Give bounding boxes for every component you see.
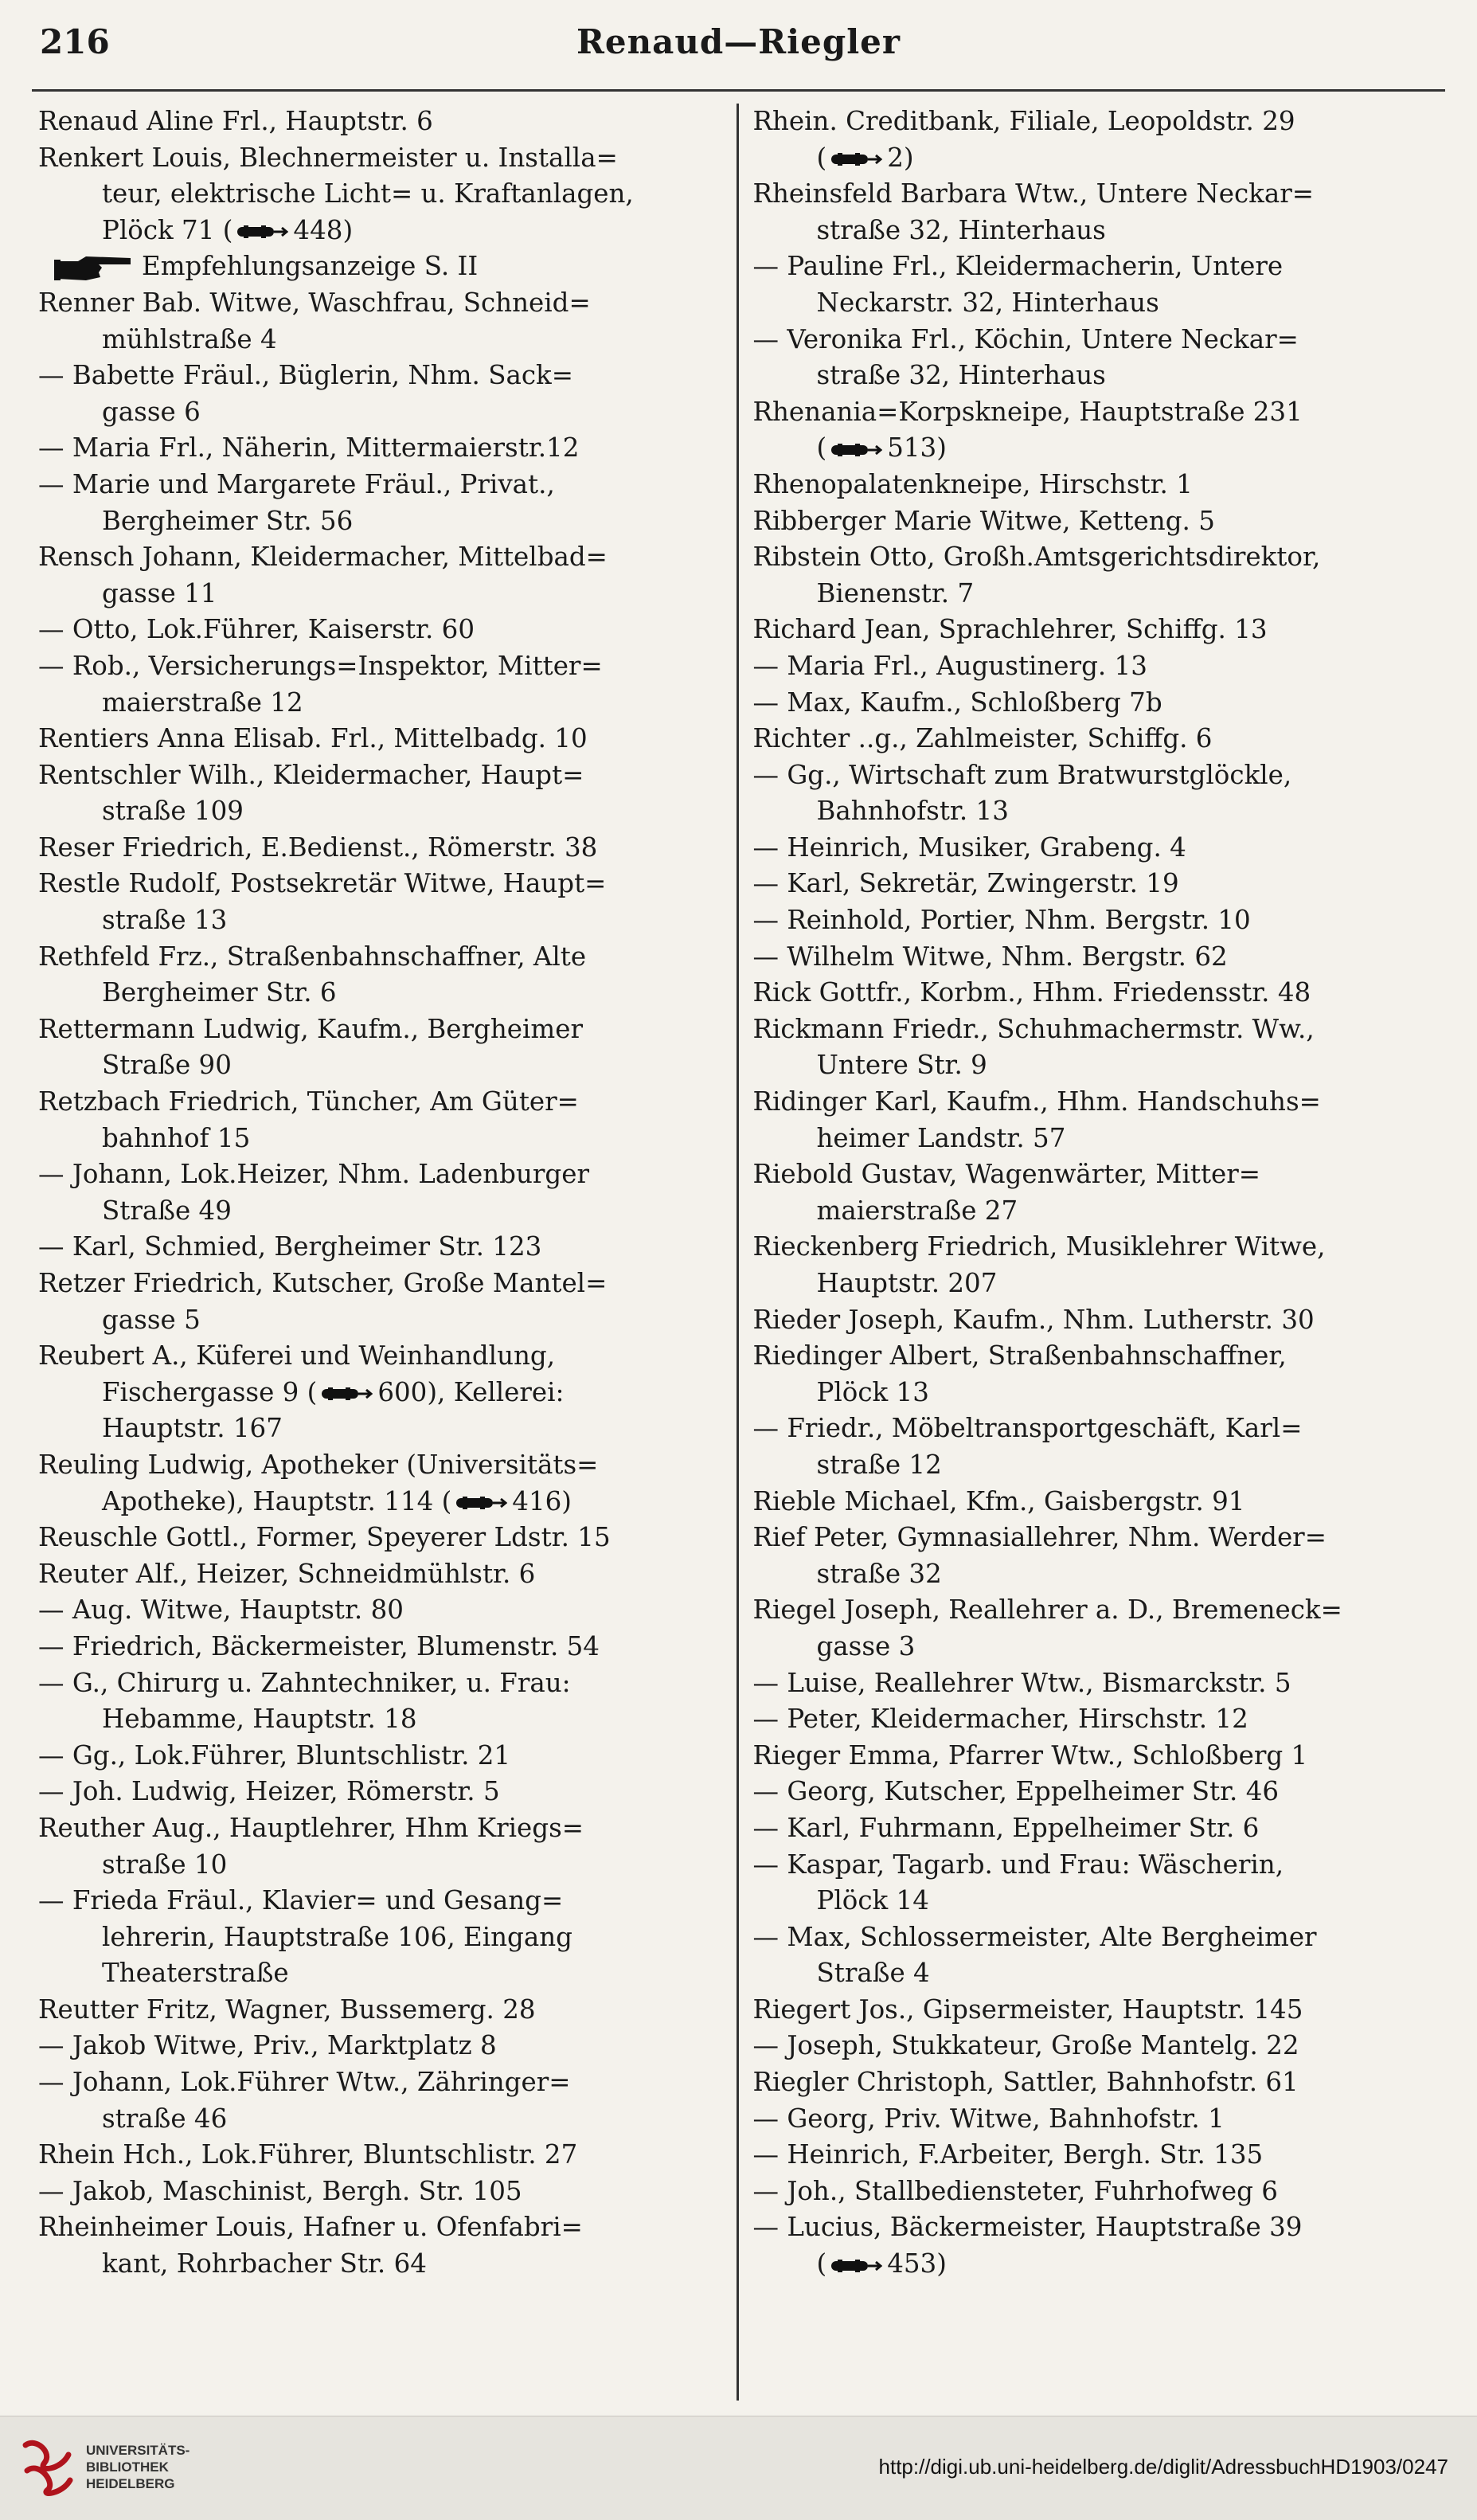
directory-entry-line bbox=[38, 1302, 725, 1339]
directory-entry-line bbox=[38, 757, 725, 794]
telephone-icon bbox=[830, 151, 882, 168]
entry-text: Rensch Johann, Kleidermacher, Mittelbad= bbox=[38, 542, 608, 573]
directory-entry-line bbox=[753, 612, 1435, 648]
directory-entry-line bbox=[753, 975, 1435, 1012]
entry-text: — Wilhelm Witwe, Nhm. Bergstr. 62 bbox=[752, 941, 1228, 972]
phone-number: 2) bbox=[887, 142, 914, 173]
directory-entry-line bbox=[753, 1847, 1435, 1884]
university-library-logo bbox=[21, 2439, 76, 2496]
directory-entry-line bbox=[753, 2137, 1435, 2174]
directory-entry-line bbox=[38, 1156, 725, 1193]
entry-text: — Frieda Fräul., Klavier= und Gesang= bbox=[38, 1885, 564, 1916]
directory-entry-line bbox=[38, 2101, 725, 2138]
directory-entry-line bbox=[38, 1992, 725, 2029]
directory-entry-line bbox=[38, 1411, 725, 1447]
directory-entry-line bbox=[753, 1738, 1435, 1775]
telephone-icon bbox=[320, 1385, 373, 1403]
entry-text: Riegel Joseph, Reallehrer a. D., Bremeneck= bbox=[752, 1595, 1342, 1626]
entry-text: — Jakob, Maschinist, Bergh. Str. 105 bbox=[38, 2175, 522, 2206]
directory-entry-line bbox=[753, 1047, 1435, 1084]
entry-text: ( bbox=[816, 2248, 827, 2279]
directory-entry-line bbox=[753, 104, 1435, 140]
directory-entry-line bbox=[753, 1592, 1435, 1629]
entry-text: — Kaspar, Tagarb. und Frau: Wäscherin, bbox=[752, 1849, 1284, 1880]
entry-text: Riegler Christoph, Sattler, Bahnhofstr. 61 bbox=[752, 2067, 1299, 2098]
directory-entry-line bbox=[753, 1266, 1435, 1302]
entry-text: straße 10 bbox=[102, 1849, 228, 1880]
directory-entry-line bbox=[753, 394, 1435, 431]
entry-text: Hebamme, Hauptstr. 18 bbox=[102, 1704, 417, 1735]
directory-entry-line bbox=[753, 1919, 1435, 1956]
entry-text: Straße 90 bbox=[102, 1050, 232, 1081]
directory-entry-line bbox=[38, 503, 725, 540]
directory-entry-line bbox=[753, 248, 1435, 285]
directory-entry-line bbox=[38, 1629, 725, 1665]
directory-entry-line bbox=[753, 1556, 1435, 1593]
directory-entry-line bbox=[753, 140, 1435, 177]
footer bbox=[0, 2416, 1477, 2520]
entry-text: — Max, Schlossermeister, Alte Bergheimer bbox=[752, 1921, 1317, 1952]
entry-text: straße 109 bbox=[102, 796, 244, 827]
directory-entry-line bbox=[38, 322, 725, 358]
entry-text: Renaud Aline Frl., Hauptstr. 6 bbox=[38, 106, 433, 136]
entry-text: — Georg, Priv. Witwe, Bahnhofstr. 1 bbox=[752, 2103, 1225, 2134]
entry-text: Rettermann Ludwig, Kaufm., Bergheimer bbox=[38, 1013, 584, 1044]
entry-text: Rentiers Anna Elisab. Frl., Mittelbadg. 10 bbox=[38, 723, 588, 754]
entry-text: Riebold Gustav, Wagenwärter, Mitter= bbox=[752, 1159, 1261, 1190]
entry-text: — Peter, Kleidermacher, Hirschstr. 12 bbox=[752, 1704, 1248, 1735]
directory-entry-line bbox=[753, 1447, 1435, 1484]
phone-number: 513) bbox=[887, 432, 947, 464]
entry-text: — Johann, Lok.Führer Wtw., Zähringer= bbox=[38, 2067, 571, 2098]
telephone-icon bbox=[830, 441, 882, 459]
directory-entry-line bbox=[38, 1738, 725, 1775]
directory-entry-line bbox=[38, 430, 725, 467]
directory-entry-line bbox=[38, 2137, 725, 2174]
directory-entry-line bbox=[753, 1302, 1435, 1339]
directory-entry-line bbox=[38, 1484, 725, 1520]
directory-entry-line bbox=[38, 2174, 725, 2210]
telephone-icon bbox=[455, 1494, 507, 1512]
entry-text: Rheinheimer Louis, Hafner u. Ofenfabri= bbox=[38, 2212, 583, 2243]
phone-number: 600), Kellerei: bbox=[377, 1376, 565, 1407]
entry-text: kant, Rohrbacher Str. 64 bbox=[102, 2248, 427, 2279]
entry-text: maierstraße 27 bbox=[816, 1195, 1018, 1226]
entry-text: — Karl, Fuhrmann, Eppelheimer Str. 6 bbox=[752, 1812, 1260, 1843]
library-name-line-1: UNIVERSITÄTS- bbox=[86, 2443, 190, 2458]
entry-text: straße 32, Hinterhaus bbox=[816, 360, 1106, 391]
entry-text: — Rob., Versicherungs=Inspektor, Mitter= bbox=[38, 650, 603, 681]
entry-text: — Gg., Lok.Führer, Bluntschlistr. 21 bbox=[38, 1739, 511, 1771]
entry-text: — Joseph, Stukkateur, Große Mantelg. 22 bbox=[752, 2030, 1299, 2061]
entry-text: Rieger Emma, Pfarrer Wtw., Schloßberg 1 bbox=[752, 1739, 1308, 1771]
left-column bbox=[32, 104, 739, 2401]
directory-entry-line bbox=[753, 2209, 1435, 2246]
directory-entry-line bbox=[753, 176, 1435, 213]
entry-text: — Friedr., Möbeltransportgeschäft, Karl= bbox=[752, 1413, 1303, 1444]
entry-text: Straße 49 bbox=[102, 1195, 232, 1226]
directory-entry-line bbox=[38, 975, 725, 1012]
directory-entry-line bbox=[753, 539, 1435, 576]
entry-text: — Joh., Stallbedienstеter, Fuhrhofweg 6 bbox=[752, 2175, 1278, 2206]
directory-entry-line bbox=[38, 830, 725, 867]
directory-entry-line bbox=[38, 539, 725, 576]
directory-entry-line bbox=[753, 1810, 1435, 1847]
entry-text: teur, elektrische Licht= u. Kraftanlagen, bbox=[102, 178, 634, 209]
entry-text: — Otto, Lok.Führer, Kaiserstr. 60 bbox=[38, 614, 475, 645]
entry-text: Reutter Fritz, Wagner, Bussemerg. 28 bbox=[38, 1994, 536, 2025]
entry-text: straße 32 bbox=[816, 1558, 942, 1589]
entry-text: Ribberger Marie Witwe, Ketteng. 5 bbox=[752, 505, 1215, 536]
directory-entry-line bbox=[753, 1992, 1435, 2029]
telephone-icon bbox=[830, 2257, 882, 2275]
entry-text: straße 13 bbox=[102, 905, 228, 936]
entry-text: Ridinger Karl, Kaufm., Hhm. Handschuhs= bbox=[752, 1086, 1321, 1117]
entry-text: Riedinger Albert, Straßenbahnschaffner, bbox=[752, 1340, 1287, 1372]
entry-text: Rhein Hch., Lok.Führer, Bluntschlistr. 27 bbox=[38, 2139, 578, 2170]
entry-text: — Gg., Wirtschaft zum Bratwurstglöckle, bbox=[752, 759, 1292, 790]
directory-entry-line bbox=[38, 1665, 725, 1702]
entry-text: — G., Chirurg u. Zahntechniker, u. Frau: bbox=[38, 1667, 571, 1698]
directory-entry-line bbox=[38, 902, 725, 939]
directory-entry-line bbox=[753, 576, 1435, 612]
phone-number: 416) bbox=[512, 1485, 572, 1516]
entry-text: — Karl, Schmied, Bergheimer Str. 123 bbox=[38, 1231, 542, 1262]
entry-text: gasse 11 bbox=[102, 577, 217, 608]
entry-text: Rhenopalatenkneipe, Hirschstr. 1 bbox=[752, 468, 1193, 499]
entry-text: Rief Peter, Gymnasiallehrer, Nhm. Werder= bbox=[752, 1522, 1327, 1553]
entry-text: — Maria Frl., Augustinerg. 13 bbox=[752, 650, 1147, 681]
entry-text: Rickmann Friedr., Schuhmachermstr. Ww., bbox=[752, 1013, 1315, 1044]
directory-entry-line bbox=[753, 1629, 1435, 1665]
directory-entry-line bbox=[753, 2064, 1435, 2101]
entry-text: — Johann, Lok.Heizer, Nhm. Ladenburger bbox=[38, 1159, 590, 1190]
entry-text: — Jakob Witwe, Priv., Marktplatz 8 bbox=[38, 2030, 497, 2061]
directory-entry-line bbox=[38, 140, 725, 177]
directory-entry-line bbox=[38, 612, 725, 648]
entry-text: — Georg, Kutscher, Eppelheimer Str. 46 bbox=[752, 1776, 1280, 1807]
entry-text: — Lucius, Bäckermeister, Hauptstraße 39 bbox=[752, 2212, 1303, 2243]
directory-entry-line bbox=[38, 648, 725, 685]
entry-text: Rentschler Wilh., Kleidermacher, Haupt= bbox=[38, 759, 584, 790]
directory-entry-line bbox=[38, 176, 725, 213]
entry-text: Retzbach Friedrich, Tüncher, Am Güter= bbox=[38, 1086, 579, 1117]
directory-entry-line bbox=[38, 721, 725, 757]
entry-text: mühlstraße 4 bbox=[102, 323, 277, 354]
directory-entry-line bbox=[38, 939, 725, 976]
entry-text: straße 32, Hinterhaus bbox=[816, 214, 1106, 245]
entry-text: Plöck 71 ( bbox=[102, 214, 233, 245]
entry-text: Plöck 13 bbox=[816, 1376, 929, 1407]
entry-text: gasse 5 bbox=[102, 1304, 201, 1335]
directory-entry-line bbox=[38, 104, 725, 140]
directory-entry-line bbox=[38, 793, 725, 830]
entry-text: Apotheke), Hauptstr. 114 ( bbox=[102, 1485, 452, 1516]
entry-text: — Babette Fräul., Büglerin, Nhm. Sack= bbox=[38, 360, 573, 391]
directory-entry-line bbox=[753, 1156, 1435, 1193]
entry-text: — Karl, Sekretär, Zwingerstr. 19 bbox=[752, 868, 1179, 899]
directory-entry-line bbox=[38, 1810, 725, 1847]
directory-entry-line bbox=[753, 2246, 1435, 2283]
entry-text: straße 12 bbox=[816, 1449, 942, 1480]
directory-entry-line bbox=[38, 1701, 725, 1738]
entry-text: — Max, Kaufm., Schloßberg 7b bbox=[752, 687, 1162, 718]
directory-entry-line bbox=[753, 1375, 1435, 1411]
directory-entry-line bbox=[753, 757, 1435, 794]
directory-entry-line bbox=[38, 1556, 725, 1593]
entry-text: Empfehlungsanzeige S. II bbox=[142, 251, 479, 282]
directory-entry-line bbox=[753, 213, 1435, 249]
entry-text: Ribstein Otto, Großh.Amtsgerichtsdirektor, bbox=[752, 542, 1321, 573]
entry-text: ( bbox=[816, 432, 827, 464]
directory-entry-line bbox=[38, 394, 725, 431]
telephone-icon bbox=[236, 223, 288, 241]
entry-text: — Veronika Frl., Köchin, Untere Neckar= bbox=[752, 323, 1299, 354]
entry-text: — Friedrich, Bäckermeister, Blumenstr. 54 bbox=[38, 1630, 600, 1661]
entry-text: Neckarstr. 32, Hinterhaus bbox=[816, 287, 1159, 318]
directory-entry-line bbox=[753, 866, 1435, 902]
entry-text: Fischergasse 9 ( bbox=[102, 1376, 318, 1407]
directory-entry-line bbox=[753, 1121, 1435, 1157]
entry-text: Bienenstr. 7 bbox=[816, 577, 975, 608]
entry-text: ( bbox=[816, 142, 827, 173]
pointing-hand-icon bbox=[54, 255, 134, 282]
directory-entry-line bbox=[38, 1338, 725, 1375]
entry-text: Plöck 14 bbox=[816, 1885, 929, 1916]
entry-text: Rethfeld Frz., Straßenbahnschaffner, Alte bbox=[38, 941, 587, 972]
directory-entry-line bbox=[753, 721, 1435, 757]
directory-entry-line bbox=[753, 285, 1435, 322]
directory-entry-line bbox=[753, 793, 1435, 830]
entry-text: Theaterstraße bbox=[102, 1958, 289, 1989]
directory-entry-line bbox=[38, 285, 725, 322]
entry-text: — Maria Frl., Näherin, Mittermaierstr.12 bbox=[38, 432, 580, 464]
directory-entry-line bbox=[38, 1229, 725, 1266]
library-name-line-2: BIBLIOTHEK bbox=[86, 2459, 169, 2475]
entry-text: Restle Rudolf, Postsekretär Witwe, Haupt= bbox=[38, 868, 607, 899]
directory-entry-line bbox=[753, 902, 1435, 939]
directory-entry-line bbox=[753, 1520, 1435, 1556]
directory-entry-line bbox=[753, 1701, 1435, 1738]
entry-text: — Marie und Margarete Fräul., Privat., bbox=[38, 468, 555, 499]
entry-text: Rhenania=Korpskneipe, Hauptstraße 231 bbox=[752, 396, 1303, 427]
entry-text: straße 46 bbox=[102, 2103, 228, 2134]
entry-text: Reuling Ludwig, Apotheker (Universitäts= bbox=[38, 1449, 599, 1480]
entry-text: Renkert Louis, Blechnermeister u. Installa= bbox=[38, 142, 618, 173]
directory-entry-line bbox=[38, 2209, 725, 2246]
directory-entry-line bbox=[753, 1012, 1435, 1048]
directory-entry-line bbox=[753, 467, 1435, 503]
directory-entry-line bbox=[753, 2174, 1435, 2210]
directory-columns bbox=[32, 104, 1445, 2401]
directory-entry-line bbox=[38, 685, 725, 722]
entry-text: Richard Jean, Sprachlehrer, Schiffg. 13 bbox=[752, 614, 1268, 645]
entry-text: Bergheimer Str. 56 bbox=[102, 505, 354, 536]
entry-text: — Luise, Reallehrer Wtw., Bismarckstr. 5 bbox=[752, 1667, 1291, 1698]
library-name bbox=[86, 2442, 190, 2492]
entry-text: — Heinrich, F.Arbeiter, Bergh. Str. 135 bbox=[752, 2139, 1264, 2170]
directory-entry-line bbox=[753, 1193, 1435, 1230]
directory-entry-line bbox=[753, 685, 1435, 722]
entry-text: Rhein. Creditbank, Filiale, Leopoldstr. 29 bbox=[752, 106, 1295, 136]
directory-entry-line bbox=[753, 1774, 1435, 1810]
directory-entry-line bbox=[753, 503, 1435, 540]
entry-text: bahnhof 15 bbox=[102, 1122, 251, 1153]
directory-entry-line bbox=[38, 576, 725, 612]
directory-entry-line bbox=[38, 1919, 725, 1956]
entry-text: heimer Landstr. 57 bbox=[816, 1122, 1066, 1153]
entry-text: gasse 3 bbox=[816, 1630, 916, 1661]
entry-text: Hauptstr. 167 bbox=[102, 1413, 283, 1444]
entry-text: Reuschle Gottl., Former, Speyerer Ldstr. 15 bbox=[38, 1522, 611, 1553]
directory-entry-line bbox=[38, 1375, 725, 1411]
directory-entry-line bbox=[753, 1484, 1435, 1520]
directory-entry-line bbox=[38, 1193, 725, 1230]
entry-text: Rick Gottfr., Korbm., Hhm. Friedensstr. 48 bbox=[752, 977, 1311, 1008]
directory-entry-line bbox=[38, 1592, 725, 1629]
entry-text: Retzer Friedrich, Kutscher, Große Mantel= bbox=[38, 1268, 608, 1298]
header-rule bbox=[32, 89, 1445, 92]
directory-entry-line bbox=[753, 1411, 1435, 1447]
directory-entry-line bbox=[38, 213, 725, 249]
entry-text: Hauptstr. 207 bbox=[816, 1268, 998, 1298]
directory-entry-line bbox=[38, 248, 725, 285]
page-number: 216 bbox=[40, 22, 110, 61]
entry-text: gasse 6 bbox=[102, 396, 201, 427]
directory-entry-line bbox=[38, 1121, 725, 1157]
directory-entry-line bbox=[38, 1520, 725, 1556]
directory-entry-line bbox=[38, 2028, 725, 2064]
page-header bbox=[32, 14, 1445, 70]
directory-entry-line bbox=[38, 1847, 725, 1884]
entry-text: Reubert A., Küferei und Weinhandlung, bbox=[38, 1340, 556, 1372]
source-url[interactable]: http://digi.ub.uni-heidelberg.de/diglit/AdressbuchHD1903/0247 bbox=[878, 2455, 1448, 2479]
directory-entry-line bbox=[753, 2028, 1435, 2064]
directory-entry-line bbox=[38, 866, 725, 902]
entry-text: Rheinsfeld Barbara Wtw., Untere Neckar= bbox=[752, 178, 1314, 209]
directory-entry-line bbox=[38, 1012, 725, 1048]
directory-entry-line bbox=[38, 1266, 725, 1302]
entry-text: Renner Bab. Witwe, Waschfrau, Schneid= bbox=[38, 287, 591, 318]
directory-entry-line bbox=[38, 1955, 725, 1992]
entry-text: — Aug. Witwe, Hauptstr. 80 bbox=[38, 1595, 404, 1626]
directory-entry-line bbox=[38, 1084, 725, 1121]
directory-entry-line bbox=[753, 430, 1435, 467]
directory-entry-line bbox=[753, 1883, 1435, 1919]
directory-entry-line bbox=[753, 1665, 1435, 1702]
directory-entry-line bbox=[753, 830, 1435, 867]
entry-text: Rieble Michael, Kfm., Gaisbergstr. 91 bbox=[752, 1485, 1245, 1516]
directory-entry-line bbox=[753, 648, 1435, 685]
directory-entry-line bbox=[753, 1955, 1435, 1992]
entry-text: Bahnhofstr. 13 bbox=[816, 796, 1009, 827]
entry-text: Rieder Joseph, Kaufm., Nhm. Lutherstr. 30 bbox=[752, 1304, 1315, 1335]
directory-entry-line bbox=[38, 1774, 725, 1810]
directory-entry-line bbox=[753, 322, 1435, 358]
entry-text: Richter ..g., Zahlmeister, Schiffg. 6 bbox=[752, 723, 1213, 754]
directory-entry-line bbox=[753, 2101, 1435, 2138]
directory-entry-line bbox=[753, 358, 1435, 394]
directory-entry-line bbox=[38, 467, 725, 503]
entry-text: Reuter Alf., Heizer, Schneidmühlstr. 6 bbox=[38, 1558, 536, 1589]
entry-text: maierstraße 12 bbox=[102, 687, 303, 718]
entry-text: — Joh. Ludwig, Heizer, Römerstr. 5 bbox=[38, 1776, 500, 1807]
directory-entry-line bbox=[753, 1229, 1435, 1266]
directory-entry-line bbox=[753, 1084, 1435, 1121]
directory-entry-line bbox=[38, 2246, 725, 2283]
directory-entry-line bbox=[753, 1338, 1435, 1375]
phone-number: 448) bbox=[293, 214, 354, 245]
phone-number: 453) bbox=[887, 2248, 947, 2279]
directory-entry-line bbox=[38, 358, 725, 394]
entry-text: — Heinrich, Musiker, Grabeng. 4 bbox=[752, 832, 1186, 863]
entry-text: Reuther Aug., Hauptlehrer, Hhm Kriegs= bbox=[38, 1812, 584, 1843]
entry-text: Rieckenberg Friedrich, Musiklehrer Witwe, bbox=[752, 1231, 1326, 1262]
entry-text: lehrerin, Hauptstraße 106, Eingang bbox=[102, 1921, 572, 1952]
directory-entry-line bbox=[753, 939, 1435, 976]
entry-text: — Reinhold, Portier, Nhm. Bergstr. 10 bbox=[752, 905, 1251, 936]
page-heading: Renaud—Riegler bbox=[576, 22, 901, 61]
entry-text: Untere Str. 9 bbox=[816, 1050, 987, 1081]
entry-text: Riegert Jos., Gipsermeister, Hauptstr. 145 bbox=[752, 1994, 1303, 2025]
entry-text: Straße 4 bbox=[816, 1958, 930, 1989]
right-column bbox=[739, 104, 1446, 2401]
directory-entry-line bbox=[38, 1047, 725, 1084]
entry-text: Bergheimer Str. 6 bbox=[102, 977, 337, 1008]
library-name-line-3: HEIDELBERG bbox=[86, 2476, 175, 2491]
directory-entry-line bbox=[38, 1883, 725, 1919]
entry-text: Reser Friedrich, E.Bedienst., Römerstr. 38 bbox=[38, 832, 598, 863]
entry-text: — Pauline Frl., Kleidermacherin, Untere bbox=[752, 251, 1284, 282]
directory-entry-line bbox=[38, 2064, 725, 2101]
directory-entry-line bbox=[38, 1447, 725, 1484]
